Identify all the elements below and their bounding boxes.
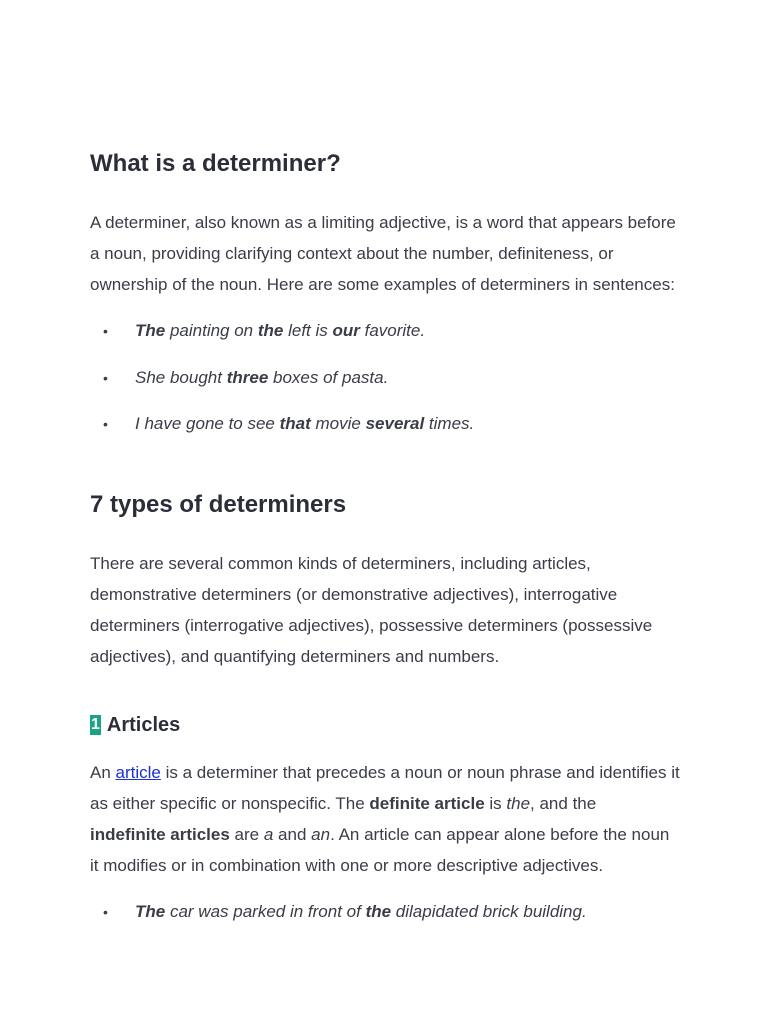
determiner-word: several — [365, 414, 425, 433]
text-run: , and the — [530, 794, 597, 813]
articles-paragraph — [90, 757, 680, 881]
italic-term: the — [506, 794, 531, 813]
subsection-title-text: Articles — [106, 714, 181, 736]
example-sentence — [90, 897, 587, 927]
italic-term: a — [263, 825, 274, 844]
section-title-what-is-determiner: What is a determiner? — [90, 150, 341, 177]
example-sentence — [90, 363, 474, 393]
example-sentence — [90, 409, 474, 439]
text-run: are — [229, 825, 264, 844]
subsection-title-articles — [90, 713, 180, 737]
sentence-text: movie — [310, 414, 366, 433]
sentence-text: She bought — [135, 367, 227, 387]
determiner-word: our — [332, 321, 360, 340]
sentence-text: dilapidated brick building. — [391, 902, 587, 921]
determiner-word: three — [226, 367, 269, 387]
text-run: is a determiner that precedes a noun or noun phrase and identifies it as either specific or nonspecific. The — [90, 763, 680, 813]
determiner-word: the — [257, 321, 284, 340]
sentence-text: times. — [424, 414, 475, 433]
bullet-icon: • — [103, 416, 108, 432]
intro-paragraph: A determiner, also known as a limiting adjective, is a word that appears before a noun, providing clarifying context about the number, definiteness, or ownership of the noun. Here are some examples of determiners in sentences: — [90, 213, 676, 294]
bullet-icon: • — [103, 904, 108, 920]
sentence-text: I have gone to see — [135, 414, 280, 433]
determiner-word: that — [279, 414, 311, 433]
determiner-word: The — [135, 902, 166, 921]
sentence-text: painting on — [165, 321, 258, 340]
text-run: is — [484, 794, 507, 813]
sentence-text: car was parked in front of — [165, 902, 366, 921]
section-number-badge: 1 — [91, 716, 100, 733]
italic-term: an — [311, 825, 331, 844]
section-title-types: 7 types of determiners — [90, 491, 347, 518]
examples-list — [90, 316, 474, 456]
text-run: An — [90, 763, 116, 782]
bullet-icon: • — [103, 323, 108, 339]
indefinite-articles-term: indefinite articles — [90, 825, 230, 844]
determiner-word: the — [365, 902, 392, 921]
bullet-icon: • — [103, 369, 108, 386]
determiner-word: The — [135, 321, 166, 340]
sentence-text: left is — [283, 321, 333, 340]
example-sentence — [90, 316, 474, 346]
text-run: and — [273, 825, 312, 844]
text-run: . An article can appear alone before the noun it modifies or in combination with one or more descriptive adjectives. — [90, 825, 670, 875]
articles-examples-list — [90, 897, 587, 944]
sentence-text: favorite. — [359, 321, 426, 340]
types-paragraph: There are several common kinds of determiners, including articles, demonstrative determiners (or demonstrative adjectives), interrogative determiners (interrogative adjectives), possessive determiners (possessive adjectives), and quantifying determiners and numbers. — [90, 554, 653, 666]
article-link[interactable]: article — [115, 763, 161, 782]
definite-article-term: definite article — [369, 794, 485, 813]
sentence-text: boxes of pasta. — [268, 367, 389, 387]
